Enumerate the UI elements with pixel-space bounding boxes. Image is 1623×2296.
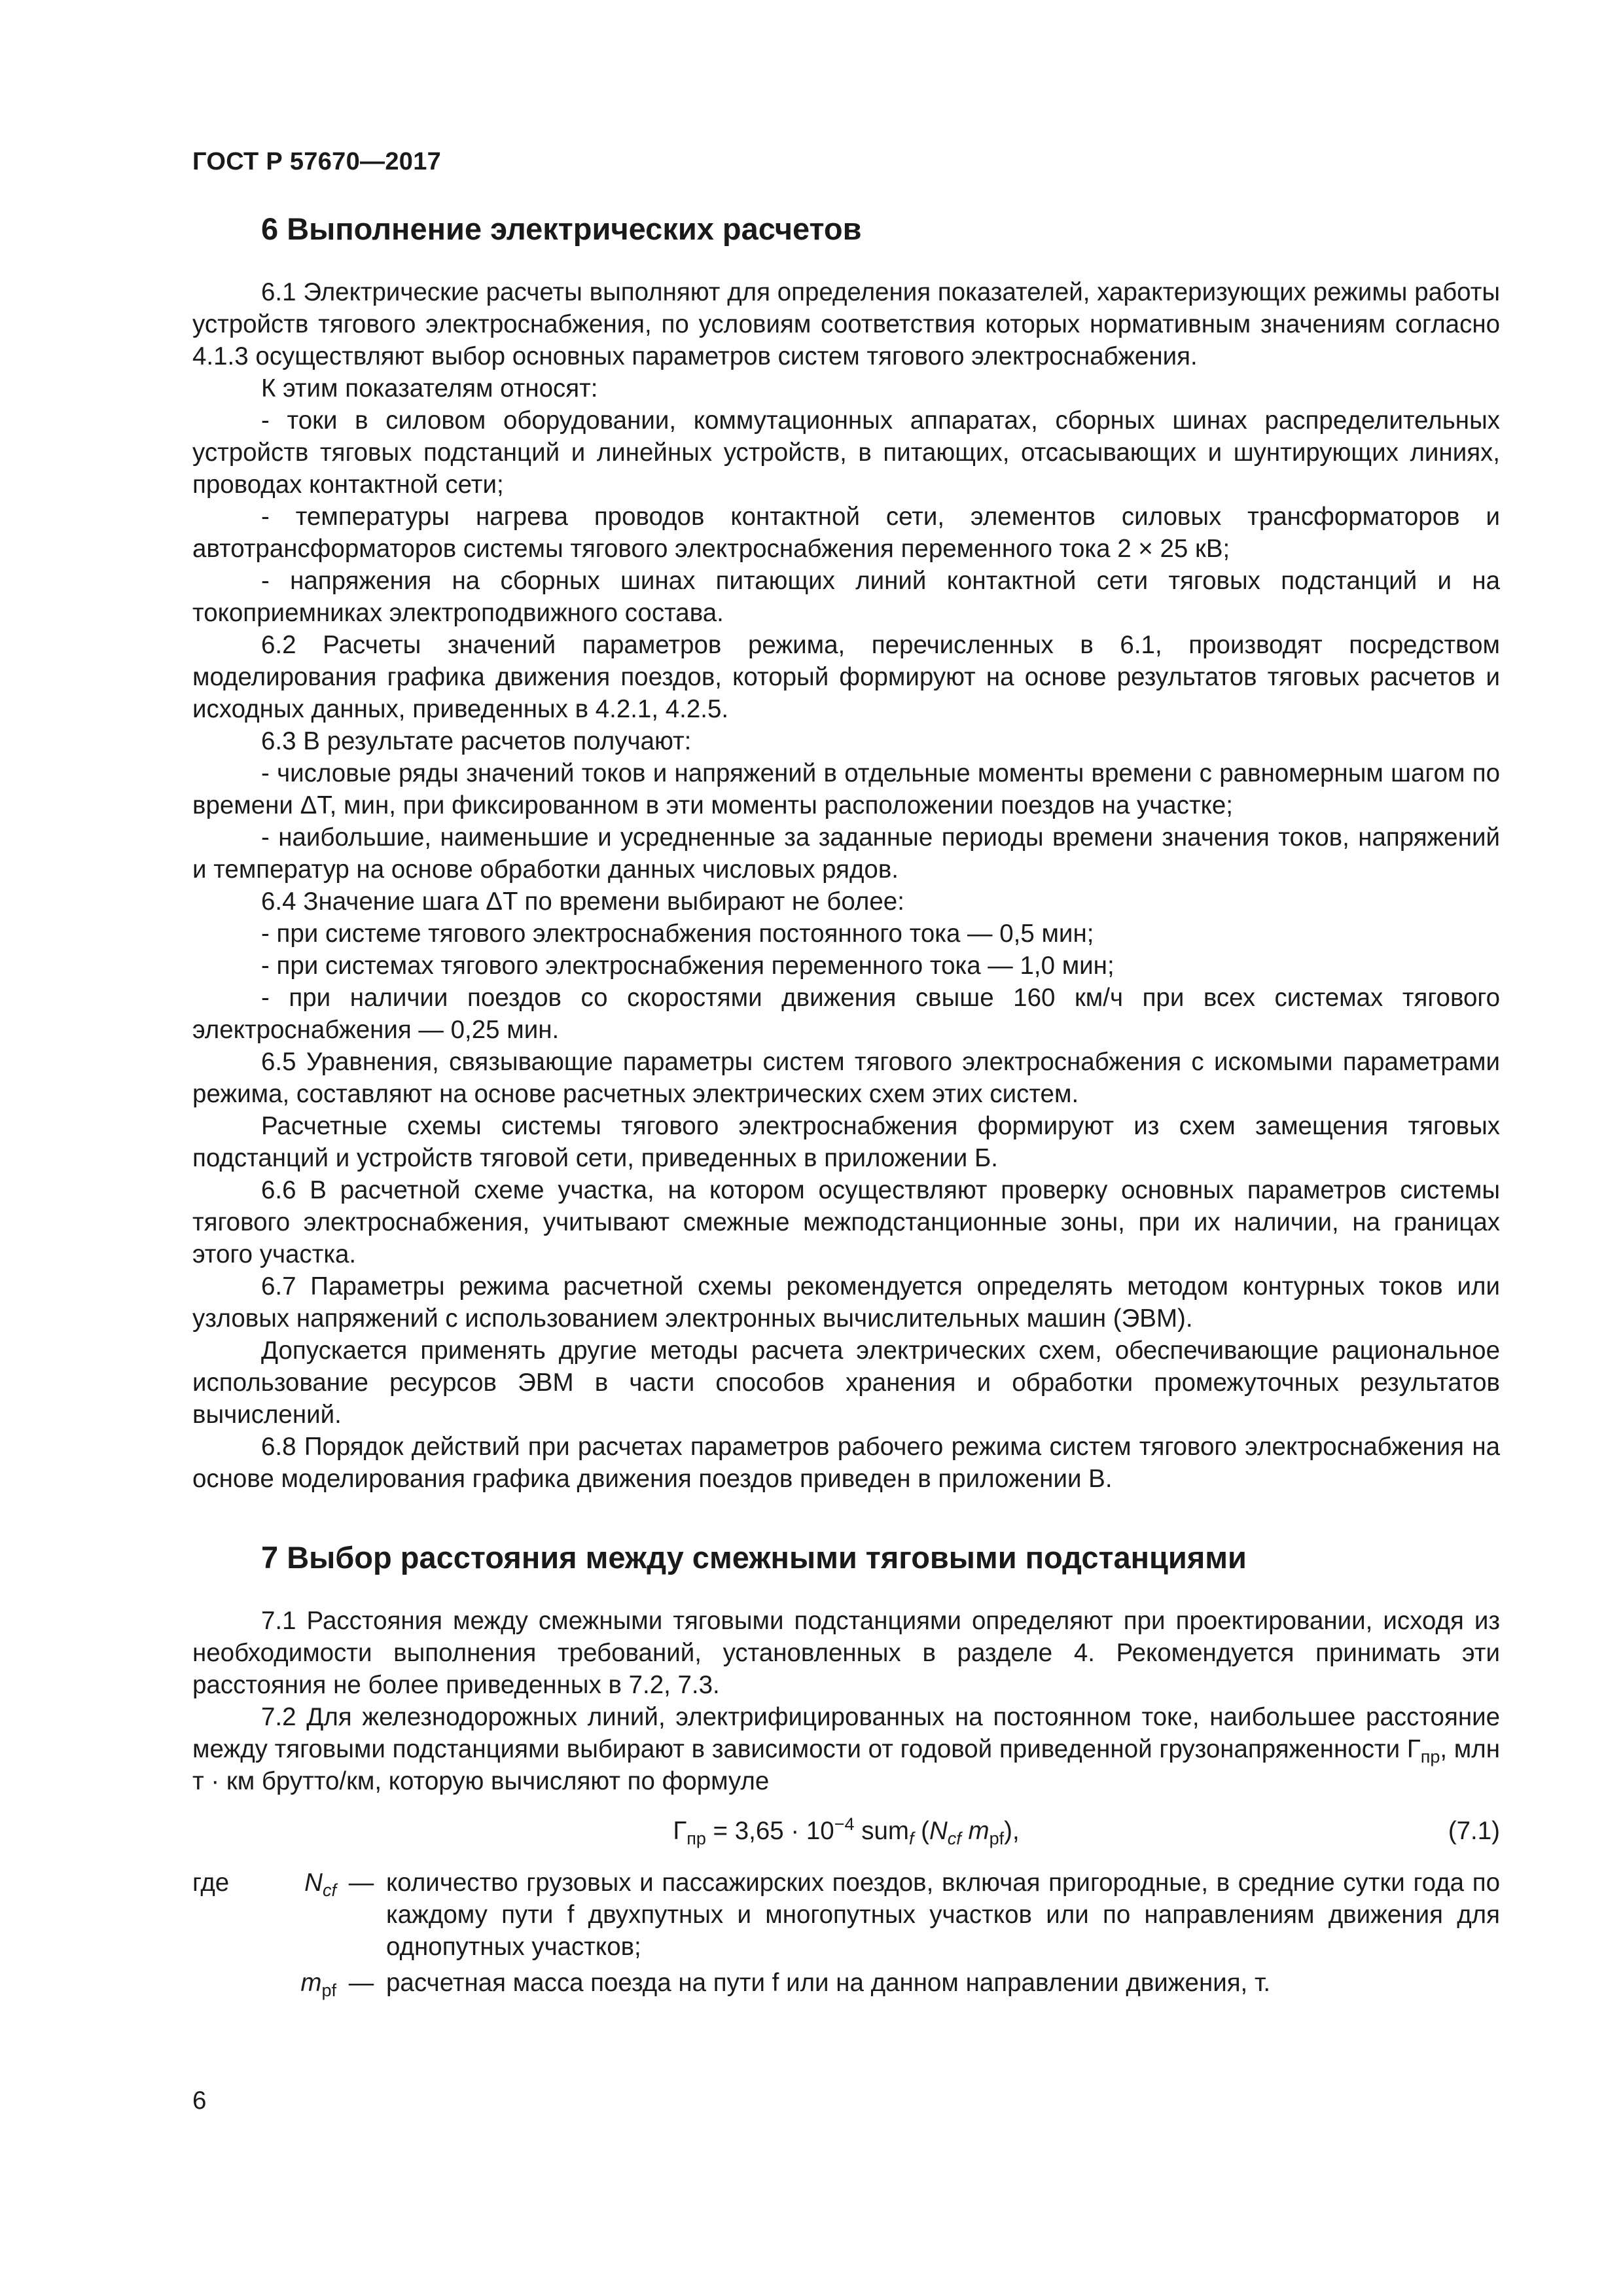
paragraph: Расчетные схемы системы тягового электроснабжения формируют из схем замещения тяговых подстанций и устройств тяговой сети, приведенных в приложении Б. [192, 1112, 1500, 1172]
document-id-header: ГОСТ Р 57670—2017 [192, 148, 442, 175]
definition-text: расчетная масса поезда на пути f или на данном направлении движения, т. [386, 1969, 1271, 1997]
definition-subscript: pf [321, 1981, 336, 2000]
formula-n-symbol: N [929, 1817, 948, 1845]
definition-label [192, 1967, 336, 1999]
paragraph: Допускается применять другие методы расчета электрических схем, обеспечивающие рациональное использование ресурсов ЭВМ в части способов хранения и обработки промежуточных результатов вычислений. [192, 1336, 1500, 1429]
formula-row [192, 1812, 1500, 1854]
definition-subscript: cf [322, 1880, 336, 1900]
list-item: - токи в силовом оборудовании, коммутационных аппаратах, сборных шинах распределительных устройств тяговых подстанций и линейных устройств, в питающих, отсасывающих и шунтирующих линиях, проводах контактной сети; [192, 406, 1500, 499]
formula-close-paren: ), [1004, 1817, 1020, 1845]
section-6-heading: 6 Выполнение электрических расчетов [261, 211, 862, 246]
formula-number: (7.1) [1448, 1817, 1500, 1845]
formula-lhs: Г [673, 1817, 687, 1845]
list-item: - напряжения на сборных шинах питающих линий контактной сети тяговых подстанций и на токоприемниках электроподвижного состава. [192, 567, 1500, 627]
paragraph-7-2-text: 7.2 Для железнодорожных линий, электрифицированных на постоянном токе, наибольшее расстояние между тяговыми подстанциями выбирают в зависимости от годовой приведенной грузонапряженности Г [192, 1703, 1500, 1763]
paragraph: 6.7 Параметры режима расчетной схемы рекомендуется определять методом контурных токов или узловых напряжений с использованием электронных вычислительных машин (ЭВМ). [192, 1272, 1500, 1333]
page-number: 6 [192, 2087, 207, 2115]
paragraph: 6.4 Значение шага ΔT по времени выбирают не более: [261, 888, 904, 916]
formula-open-paren: ( [914, 1817, 929, 1845]
definition-symbol: N [304, 1869, 323, 1897]
formula-definitions [192, 1867, 1500, 1999]
paragraph-7-2-subscript: пр [1420, 1747, 1440, 1767]
section-7-heading: 7 Выбор расстояния между смежными тяговыми подстанциями [261, 1540, 1247, 1575]
definition-label [192, 1867, 336, 1963]
list-item: - наибольшие, наименьшие и усредненные за заданные периоды времени значения токов, напряжений и температур на основе обработки данных числовых рядов. [192, 823, 1500, 884]
page-content [192, 208, 1500, 2003]
formula-m-subscript: pf [989, 1829, 1005, 1848]
paragraph: 6.2 Расчеты значений параметров режима, перечисленных в 6.1, производят посредством моделирования графика движения поездов, который формируют на основе результатов тяговых расчетов и исходных данных, приведенных в 4.2.1, 4.2.5. [192, 631, 1500, 723]
paragraph: 6.6 В расчетной схеме участка, на котором осуществляют проверку основных параметров системы тягового электроснабжения, учитывают смежные межподстанционные зоны, при их наличии, на границах этого участка. [192, 1176, 1500, 1268]
definition-dash: — [348, 1869, 374, 1897]
definition-dash: — [348, 1969, 374, 1997]
paragraph: 6.5 Уравнения, связывающие параметры систем тягового электроснабжения с искомыми параметрами режима, составляют на основе расчетных электрических схем этих систем. [192, 1048, 1500, 1108]
paragraph: 7.1 Расстояния между смежными тяговыми подстанциями определяют при проектировании, исходя из необходимости выполнения требований, установленных в разделе 4. Рекомендуется принимать эти расстояния не более приведенных в 7.2, 7.3. [192, 1607, 1500, 1699]
definition-row [192, 1967, 1500, 1999]
list-item: - при системах тягового электроснабжения переменного тока — 1,0 мин; [261, 952, 1115, 980]
list-item: - при наличии поездов со скоростями движения свыше 160 км/ч при всех системах тягового электроснабжения — 0,25 мин. [192, 984, 1500, 1044]
formula-lhs-subscript: пр [687, 1829, 706, 1848]
formula-sum: sum [854, 1817, 909, 1845]
formula-sum-subscript: f [908, 1829, 914, 1848]
definition-symbol-wrap [300, 1967, 336, 1999]
formula-n-subscript: cf [947, 1829, 961, 1848]
formula-coefficient: = 3,65 · 10 [705, 1817, 834, 1845]
paragraph-7-2 [192, 1701, 1500, 1797]
formula-7-1 [192, 1814, 1500, 1848]
list-item: - при системе тягового электроснабжения постоянного тока — 0,5 мин; [261, 920, 1094, 948]
paragraph: 6.8 Порядок действий при расчетах параметров рабочего режима систем тягового электроснабжения на основе моделирования графика движения поездов приведен в приложении В. [192, 1433, 1500, 1493]
definition-symbol-wrap [304, 1867, 336, 1963]
definition-text: количество грузовых и пассажирских поездов, включая пригородные, в средние сутки года по каждому пути f двухпутных и многопутных участков или по направлениям движения для однопутных участков; [386, 1869, 1500, 1961]
formula-exponent: −4 [834, 1814, 855, 1834]
list-item: - числовые ряды значений токов и напряжений в отдельные моменты времени с равномерным шагом по времени ΔT, мин, при фиксированном в эти моменты расположении поездов на участке; [192, 759, 1500, 819]
definition-row [192, 1867, 1500, 1963]
section-7-body [192, 1605, 1500, 1999]
list-item: - температуры нагрева проводов контактной сети, элементов силовых трансформаторов и автотрансформаторов системы тягового электроснабжения переменного тока 2 × 25 кВ; [192, 503, 1500, 563]
formula-m-symbol: m [961, 1817, 990, 1845]
paragraph-7-2-tail: , млн т · км брутто/км, которую вычисляют по формуле [192, 1735, 1500, 1795]
paragraph: 6.3 В результате расчетов получают: [261, 727, 692, 755]
definition-prefix: где [192, 1869, 230, 1897]
paragraph: 6.1 Электрические расчеты выполняют для определения показателей, характеризующих режимы работы устройств тягового электроснабжения, по условиям соответствия которых нормативным значениям согласно 4.1.3 осуществляют выбор основных параметров систем тягового электроснабжения. [192, 278, 1500, 370]
paragraph: К этим показателям относят: [261, 374, 598, 403]
definition-symbol: m [300, 1969, 322, 1997]
section-6-body [192, 276, 1500, 1495]
